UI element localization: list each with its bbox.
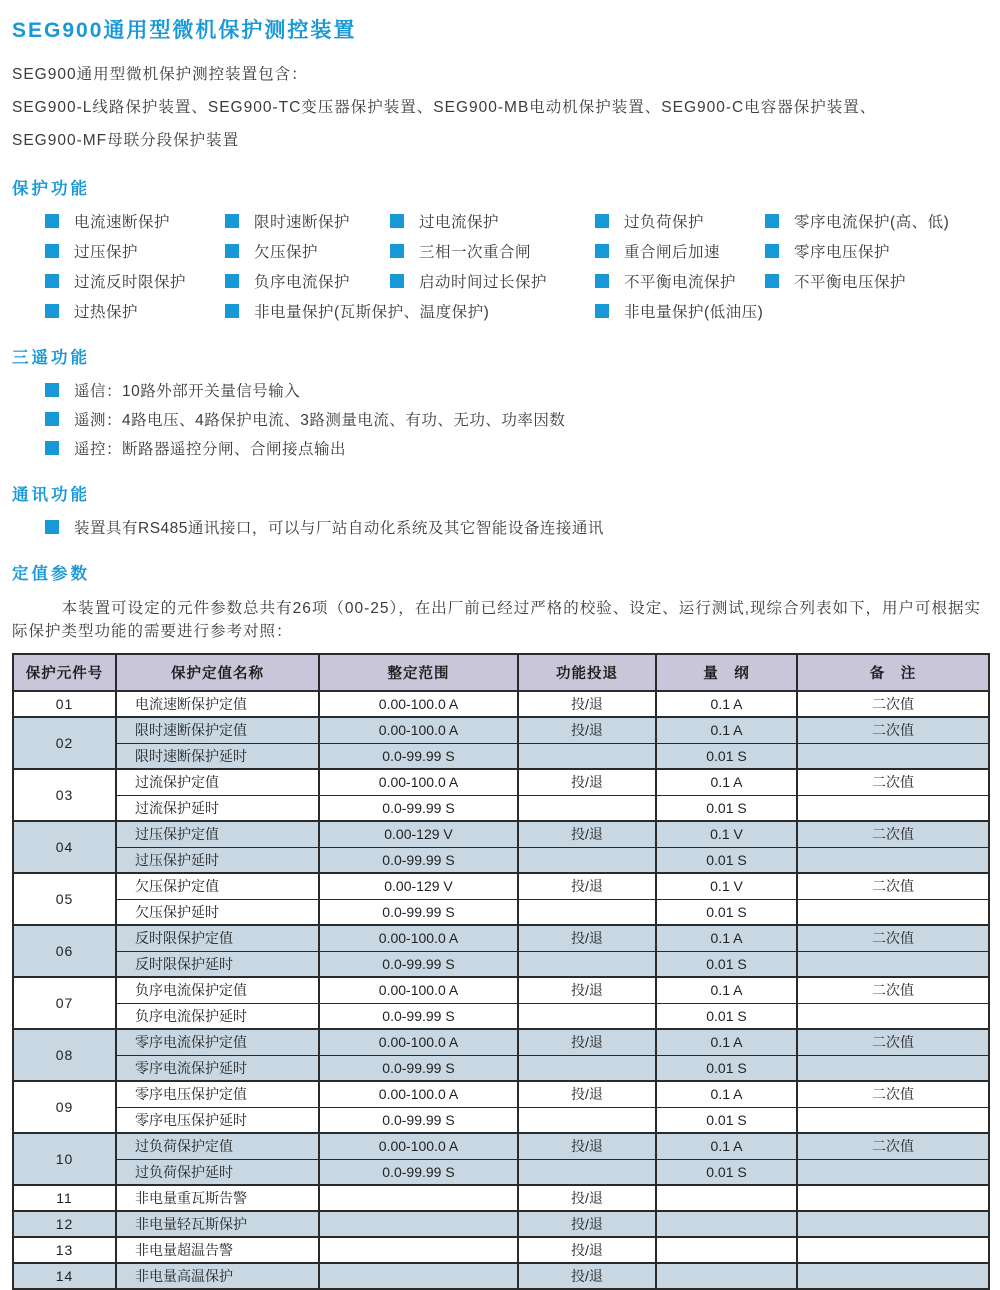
setting-name-cell: 欠压保护延时 — [116, 899, 319, 925]
protection-item — [595, 302, 988, 320]
element-number-cell: 11 — [13, 1185, 116, 1211]
protection-item-label: 非电量保护(瓦斯保护、温度保护) — [254, 304, 490, 321]
bullet-square-icon — [45, 441, 59, 455]
note-cell: 二次值 — [797, 873, 989, 899]
protection-item-label: 负序电流保护 — [254, 274, 351, 291]
setting-name-cell: 过负荷保护定值 — [116, 1133, 319, 1159]
switch-cell — [518, 1159, 656, 1185]
table-row — [13, 1185, 989, 1211]
table-row — [13, 1159, 989, 1185]
element-number-cell: 01 — [13, 691, 116, 717]
switch-cell: 投/退 — [518, 1029, 656, 1055]
range-cell: 0.0-99.99 S — [319, 899, 518, 925]
bullet-square-icon — [45, 274, 59, 288]
remote-item-label: 遥控：断路器遥控分闸、合闸接点输出 — [74, 441, 347, 458]
section-heading-params: 定值参数 — [12, 565, 90, 583]
setting-name-cell: 电流速断保护定值 — [116, 691, 319, 717]
bullet-square-icon — [390, 214, 404, 228]
note-cell — [797, 1185, 989, 1211]
intro-paragraph — [12, 64, 988, 151]
element-number-cell: 05 — [13, 873, 116, 925]
switch-cell — [518, 951, 656, 977]
range-cell: 0.00-129 V — [319, 873, 518, 899]
switch-cell: 投/退 — [518, 925, 656, 951]
element-number-cell: 12 — [13, 1211, 116, 1237]
element-number-cell: 04 — [13, 821, 116, 873]
protection-item — [765, 212, 988, 230]
table-row — [13, 795, 989, 821]
table-row — [13, 951, 989, 977]
unit-cell: 0.1 A — [656, 925, 797, 951]
section-heading-comm: 通讯功能 — [12, 486, 90, 504]
switch-cell: 投/退 — [518, 1263, 656, 1289]
switch-cell — [518, 847, 656, 873]
switch-cell — [518, 1055, 656, 1081]
range-cell — [319, 1211, 518, 1237]
table-row — [13, 977, 989, 1003]
bullet-square-icon — [45, 383, 59, 397]
protection-item-label: 三相一次重合闸 — [419, 244, 532, 261]
range-cell: 0.0-99.99 S — [319, 847, 518, 873]
switch-cell: 投/退 — [518, 769, 656, 795]
range-cell: 0.0-99.99 S — [319, 795, 518, 821]
note-cell — [797, 1211, 989, 1237]
column-header: 量 纲 — [656, 654, 797, 691]
setting-name-cell: 限时速断保护延时 — [116, 743, 319, 769]
intro-line: SEG900通用型微机保护测控装置包含： — [12, 66, 308, 83]
setting-name-cell: 过压保护定值 — [116, 821, 319, 847]
unit-cell: 0.01 S — [656, 1003, 797, 1029]
protection-item-label: 启动时间过长保护 — [419, 274, 548, 291]
unit-cell: 0.01 S — [656, 1159, 797, 1185]
note-cell: 二次值 — [797, 1081, 989, 1107]
unit-cell: 0.01 S — [656, 899, 797, 925]
table-row — [13, 1237, 989, 1263]
setting-name-cell: 过压保护延时 — [116, 847, 319, 873]
protection-item-label: 欠压保护 — [254, 244, 319, 261]
range-cell: 0.00-129 V — [319, 821, 518, 847]
note-cell: 二次值 — [797, 977, 989, 1003]
unit-cell — [656, 1185, 797, 1211]
bullet-square-icon — [595, 274, 609, 288]
setting-name-cell: 负序电流保护定值 — [116, 977, 319, 1003]
note-cell — [797, 1003, 989, 1029]
setting-name-cell: 零序电压保护延时 — [116, 1107, 319, 1133]
protection-item — [765, 272, 988, 290]
protection-item-label: 重合闸后加速 — [624, 244, 721, 261]
note-cell — [797, 1107, 989, 1133]
range-cell: 0.0-99.99 S — [319, 1055, 518, 1081]
comm-item-label: 装置具有RS485通讯接口，可以与厂站自动化系统及其它智能设备连接通讯 — [74, 520, 604, 537]
table-row — [13, 717, 989, 743]
protection-item — [45, 272, 225, 290]
note-cell — [797, 1263, 989, 1289]
element-number-cell: 06 — [13, 925, 116, 977]
table-row — [13, 743, 989, 769]
protection-item — [45, 212, 225, 230]
unit-cell: 0.1 A — [656, 691, 797, 717]
unit-cell — [656, 1237, 797, 1263]
switch-cell: 投/退 — [518, 1081, 656, 1107]
note-cell — [797, 743, 989, 769]
note-cell: 二次值 — [797, 717, 989, 743]
element-number-cell: 09 — [13, 1081, 116, 1133]
switch-cell — [518, 795, 656, 821]
unit-cell: 0.1 A — [656, 769, 797, 795]
protection-function-list — [12, 212, 988, 320]
table-row — [13, 1133, 989, 1159]
unit-cell: 0.01 S — [656, 1055, 797, 1081]
setting-name-cell: 负序电流保护延时 — [116, 1003, 319, 1029]
page-title: SEG900通用型微机保护测控装置 — [12, 19, 357, 42]
table-row — [13, 873, 989, 899]
switch-cell: 投/退 — [518, 1211, 656, 1237]
unit-cell: 0.1 A — [656, 1081, 797, 1107]
note-cell — [797, 1159, 989, 1185]
bullet-square-icon — [765, 274, 779, 288]
bullet-square-icon — [225, 274, 239, 288]
bullet-square-icon — [225, 304, 239, 318]
column-header: 保护定值名称 — [116, 654, 319, 691]
unit-cell: 0.1 A — [656, 977, 797, 1003]
note-cell — [797, 951, 989, 977]
bullet-square-icon — [595, 244, 609, 258]
table-row — [13, 925, 989, 951]
remote-item-label: 遥信：10路外部开关量信号输入 — [74, 383, 301, 400]
remote-item — [12, 439, 988, 457]
switch-cell: 投/退 — [518, 873, 656, 899]
protection-item-label: 限时速断保护 — [254, 214, 351, 231]
intro-line: SEG900-L线路保护装置、SEG900-TC变压器保护装置、SEG900-MB电动机保护装置、SEG900-C电容器保护装置、 — [12, 99, 877, 116]
note-cell: 二次值 — [797, 925, 989, 951]
remote-item — [12, 381, 988, 399]
switch-cell: 投/退 — [518, 1133, 656, 1159]
unit-cell: 0.01 S — [656, 743, 797, 769]
range-cell: 0.00-100.0 A — [319, 717, 518, 743]
bullet-square-icon — [595, 214, 609, 228]
setting-name-cell: 非电量轻瓦斯保护 — [116, 1211, 319, 1237]
setting-name-cell: 欠压保护定值 — [116, 873, 319, 899]
range-cell — [319, 1185, 518, 1211]
element-number-cell: 10 — [13, 1133, 116, 1185]
range-cell: 0.0-99.99 S — [319, 743, 518, 769]
protection-item-label: 过压保护 — [74, 244, 139, 261]
protection-item-label: 电流速断保护 — [74, 214, 171, 231]
unit-cell: 0.01 S — [656, 795, 797, 821]
range-cell: 0.00-100.0 A — [319, 1081, 518, 1107]
bullet-square-icon — [45, 520, 59, 534]
column-header: 整定范围 — [319, 654, 518, 691]
switch-cell: 投/退 — [518, 821, 656, 847]
element-number-cell: 14 — [13, 1263, 116, 1289]
protection-item — [390, 272, 595, 290]
setting-name-cell: 过流保护定值 — [116, 769, 319, 795]
bullet-square-icon — [225, 244, 239, 258]
range-cell: 0.00-100.0 A — [319, 1029, 518, 1055]
section-heading-protection: 保护功能 — [12, 180, 90, 198]
range-cell: 0.0-99.99 S — [319, 951, 518, 977]
table-row — [13, 821, 989, 847]
protection-item-label: 过负荷保护 — [624, 214, 705, 231]
protection-item-label: 非电量保护(低油压) — [624, 304, 764, 321]
element-number-cell: 03 — [13, 769, 116, 821]
table-row — [13, 691, 989, 717]
element-number-cell: 13 — [13, 1237, 116, 1263]
unit-cell: 0.1 V — [656, 873, 797, 899]
setting-name-cell: 零序电流保护延时 — [116, 1055, 319, 1081]
table-row — [13, 1055, 989, 1081]
column-header: 备 注 — [797, 654, 989, 691]
unit-cell — [656, 1211, 797, 1237]
unit-cell: 0.1 V — [656, 821, 797, 847]
range-cell: 0.00-100.0 A — [319, 977, 518, 1003]
unit-cell: 0.01 S — [656, 951, 797, 977]
protection-item — [595, 242, 765, 260]
comm-item — [12, 518, 988, 536]
params-paragraph: 本装置可设定的元件参数总共有26项（00-25），在出厂前已经过严格的校验、设定、运行测试,现综合列表如下，用户可根据实际保护类型功能的需要进行参考对照： — [12, 600, 982, 640]
protection-item — [225, 302, 595, 320]
switch-cell — [518, 1003, 656, 1029]
protection-item — [225, 212, 390, 230]
switch-cell — [518, 899, 656, 925]
bullet-square-icon — [595, 304, 609, 318]
switch-cell — [518, 743, 656, 769]
table-row — [13, 847, 989, 873]
setting-name-cell: 非电量高温保护 — [116, 1263, 319, 1289]
bullet-square-icon — [390, 244, 404, 258]
protection-item — [225, 242, 390, 260]
unit-cell: 0.1 A — [656, 717, 797, 743]
setting-name-cell: 零序电流保护定值 — [116, 1029, 319, 1055]
protection-item-label: 不平衡电流保护 — [624, 274, 737, 291]
setting-name-cell: 过负荷保护延时 — [116, 1159, 319, 1185]
setting-name-cell: 零序电压保护定值 — [116, 1081, 319, 1107]
table-row — [13, 1081, 989, 1107]
unit-cell: 0.1 A — [656, 1029, 797, 1055]
intro-line: SEG900-MF母联分段保护装置 — [12, 132, 240, 149]
remote-function-list — [12, 381, 988, 457]
bullet-square-icon — [765, 244, 779, 258]
note-cell: 二次值 — [797, 1133, 989, 1159]
protection-item — [765, 242, 988, 260]
note-cell — [797, 847, 989, 873]
range-cell: 0.0-99.99 S — [319, 1003, 518, 1029]
setting-name-cell: 反时限保护定值 — [116, 925, 319, 951]
protection-item-label: 过热保护 — [74, 304, 139, 321]
protection-item — [45, 242, 225, 260]
remote-item-label: 遥测：4路电压、4路保护电流、3路测量电流、有功、无功、功率因数 — [74, 412, 566, 429]
note-cell: 二次值 — [797, 1029, 989, 1055]
range-cell: 0.00-100.0 A — [319, 925, 518, 951]
note-cell — [797, 1237, 989, 1263]
setting-name-cell: 反时限保护延时 — [116, 951, 319, 977]
setting-name-cell: 非电量重瓦斯告警 — [116, 1185, 319, 1211]
protection-item-label: 零序电压保护 — [794, 244, 891, 261]
bullet-square-icon — [45, 412, 59, 426]
table-row — [13, 899, 989, 925]
table-row — [13, 1211, 989, 1237]
range-cell: 0.00-100.0 A — [319, 691, 518, 717]
protection-item-label: 零序电流保护(高、低) — [794, 214, 950, 231]
element-number-cell: 08 — [13, 1029, 116, 1081]
range-cell — [319, 1263, 518, 1289]
note-cell: 二次值 — [797, 691, 989, 717]
protection-item-label: 过电流保护 — [419, 214, 500, 231]
unit-cell — [656, 1263, 797, 1289]
bullet-square-icon — [45, 214, 59, 228]
column-header: 功能投退 — [518, 654, 656, 691]
switch-cell — [518, 1107, 656, 1133]
setting-name-cell: 限时速断保护定值 — [116, 717, 319, 743]
bullet-square-icon — [225, 214, 239, 228]
unit-cell: 0.01 S — [656, 847, 797, 873]
table-row — [13, 1107, 989, 1133]
protection-item-label: 不平衡电压保护 — [794, 274, 907, 291]
column-header: 保护元件号 — [13, 654, 116, 691]
range-cell: 0.00-100.0 A — [319, 769, 518, 795]
note-cell — [797, 795, 989, 821]
table-row — [13, 769, 989, 795]
switch-cell: 投/退 — [518, 977, 656, 1003]
element-number-cell: 07 — [13, 977, 116, 1029]
bullet-square-icon — [765, 214, 779, 228]
protection-item — [595, 272, 765, 290]
protection-item — [595, 212, 765, 230]
note-cell: 二次值 — [797, 769, 989, 795]
bullet-square-icon — [45, 244, 59, 258]
protection-item — [225, 272, 390, 290]
protection-item — [390, 212, 595, 230]
switch-cell: 投/退 — [518, 717, 656, 743]
note-cell — [797, 1055, 989, 1081]
protection-item — [390, 242, 595, 260]
note-cell: 二次值 — [797, 821, 989, 847]
range-cell: 0.0-99.99 S — [319, 1159, 518, 1185]
protection-item-label: 过流反时限保护 — [74, 274, 187, 291]
range-cell — [319, 1237, 518, 1263]
switch-cell: 投/退 — [518, 691, 656, 717]
element-number-cell: 02 — [13, 717, 116, 769]
note-cell — [797, 899, 989, 925]
setting-name-cell: 过流保护延时 — [116, 795, 319, 821]
switch-cell: 投/退 — [518, 1237, 656, 1263]
bullet-square-icon — [390, 274, 404, 288]
remote-item — [12, 410, 988, 428]
comm-function-list — [12, 518, 988, 536]
range-cell: 0.00-100.0 A — [319, 1133, 518, 1159]
table-row — [13, 1003, 989, 1029]
table-row — [13, 1029, 989, 1055]
bullet-square-icon — [45, 304, 59, 318]
protection-item — [45, 302, 225, 320]
switch-cell: 投/退 — [518, 1185, 656, 1211]
unit-cell: 0.01 S — [656, 1107, 797, 1133]
table-row — [13, 1263, 989, 1289]
table-header-row — [13, 654, 989, 691]
range-cell: 0.0-99.99 S — [319, 1107, 518, 1133]
setting-name-cell: 非电量超温告警 — [116, 1237, 319, 1263]
unit-cell: 0.1 A — [656, 1133, 797, 1159]
section-heading-remote: 三遥功能 — [12, 349, 90, 367]
settings-parameter-table — [12, 653, 990, 1290]
